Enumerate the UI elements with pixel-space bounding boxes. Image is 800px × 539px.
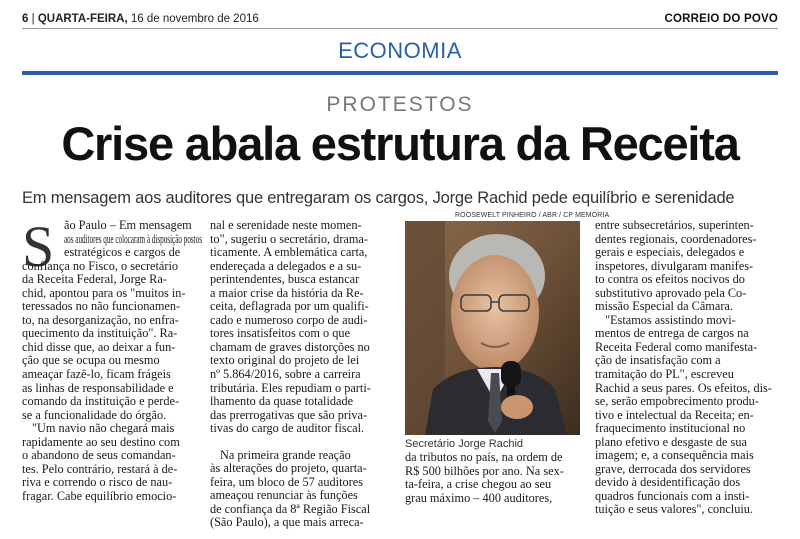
text-line: nal e serenidade neste momen-: [210, 218, 362, 232]
text-line: chid disse que, ao deixar a fun-: [22, 339, 176, 354]
text-line: ta-feira, a crise chegou ao seu: [405, 477, 552, 492]
text-line: tes. Pelo contrário, restará à de-: [22, 461, 178, 476]
text-line: texto original do projeto de lei: [210, 353, 360, 368]
text-line: to", sugeriu o secretário, drama-: [210, 231, 368, 246]
kicker: PROTESTOS: [326, 93, 474, 116]
text-line: ceita, deflagrada por um qualifi-: [210, 299, 369, 314]
text-line: chamam de graves distorções no: [210, 339, 370, 354]
text-line: riva e correndo o risco de nau-: [22, 475, 173, 490]
text-line: Receita Federal como manifesta-: [595, 339, 758, 354]
section-rule: [22, 71, 778, 75]
text-line: chid, apontou para os "muitos in-: [22, 285, 186, 300]
text-line: perintendentes, busca estancar: [210, 272, 360, 287]
text-line: plano efetivo e desgaste de sua: [595, 434, 747, 449]
deck-subtitle: Em mensagem aos auditores que entregaram os cargos, Jorge Rachid pede equilíbrio e serenidade: [22, 189, 735, 207]
portrait-photo: [405, 221, 580, 435]
article-column-4: [595, 219, 778, 517]
text-line: se, serão empobrecimento produ-: [595, 394, 759, 409]
text-line: as linhas de responsabilidade e: [22, 380, 174, 395]
article-column-1: [22, 214, 202, 503]
text-line: da tributos no país, na ordem de: [405, 450, 563, 464]
text-line: fraquecimento institucional no: [595, 421, 746, 436]
text-line: tivas do cargo de auditor fiscal.: [210, 421, 365, 436]
newspaper-name: CORREIO DO POVO: [664, 13, 778, 25]
text-line: cado e numeroso corpo de audi-: [210, 312, 368, 327]
text-line: imagem; e, a consequência mais: [595, 448, 754, 463]
text-line: a maior crise da história da Re-: [210, 285, 364, 300]
text-line: tributária. Eles repudiam o parti-: [210, 380, 371, 395]
text-line: das prerrogativas que são priva-: [210, 407, 368, 422]
text-line: se a funcionalidade do órgão.: [22, 407, 167, 422]
photo-credit: ROOSEWELT PINHEIRO / ABR / CP MEMÓRIA: [455, 212, 610, 219]
text-line: ticamente. A emblemática carta,: [210, 245, 368, 260]
text-line: R$ 500 bilhões por ano. Na sex-: [405, 463, 564, 478]
text-line: teressados no não funcionamen-: [22, 299, 181, 314]
text-line: tramitação do PL", escreveu: [595, 367, 734, 382]
text-line: (São Paulo), a que mais arreca-: [210, 515, 364, 530]
text-line: comando da instituição e perde-: [22, 394, 180, 409]
portrait-image: [405, 221, 580, 435]
text-line: inspetores, divulgaram manifes-: [595, 258, 754, 273]
text-line: endereçada a delegados e a su-: [210, 258, 362, 273]
header-rule: [22, 28, 778, 29]
text-line: tuição e seus valores", concluiu.: [595, 502, 753, 517]
text-line: lhamento da quase totalidade: [210, 394, 354, 409]
text-line: "Um navio não chegará mais: [32, 421, 175, 436]
text-line: "Estamos assistindo movi-: [605, 312, 736, 327]
text-line: fragar. Cabe equilíbrio emocio-: [22, 488, 177, 503]
text-line: dentes regionais, coordenadores-: [595, 231, 757, 246]
text-line: missão Especial da Câmara.: [595, 299, 733, 314]
text-line: estratégicos e cargos de: [64, 245, 181, 260]
header-dateline: [22, 13, 259, 25]
text-line: o abandono de seus comandan-: [22, 448, 176, 463]
text-line: aos auditores que colocaram à disposição postos: [64, 231, 202, 246]
text-line: to contra os efeitos nocivos do: [595, 272, 745, 287]
text-line: Rachid a seus pares. Os efeitos, dis-: [595, 380, 772, 395]
drop-cap: S: [22, 214, 55, 279]
header-date: 16 de novembro de 2016: [130, 13, 259, 25]
text-line: mentos de entrega de cargos na: [595, 326, 749, 341]
text-line: ameaçou renunciar às funções: [210, 488, 358, 503]
text-line: ção que se ocupa ou mesmo: [22, 353, 160, 368]
text-line: rapidamente ao seu destino com: [22, 434, 180, 449]
header-separator: |: [31, 13, 35, 25]
text-line: quadros funcionais com a insti-: [595, 488, 750, 503]
text-line: ão Paulo – Em mensagem: [64, 218, 192, 232]
text-line: confiança no Fisco, o secretário: [22, 258, 179, 273]
text-line: devido à desidentificação dos: [595, 475, 741, 490]
headline: Crise abala estrutura da Receita: [61, 117, 739, 170]
header-weekday: QUARTA-FEIRA,: [37, 13, 128, 25]
page-header: [22, 7, 778, 33]
text-line: tores insatisfeitos com o que: [210, 326, 351, 341]
article-column-2: [210, 219, 392, 530]
text-line: de confiança da 8ª Região Fiscal: [210, 501, 371, 516]
photo-caption: Secretário Jorge Rachid: [405, 438, 524, 450]
text-line: nº 5.864/2016, sobre a carreira: [210, 367, 361, 382]
text-line: ameaçar fazê-lo, ficam frágeis: [22, 367, 171, 382]
text-line: feira, um bloco de 57 auditores: [210, 474, 363, 489]
text-line: às alterações do projeto, quarta-: [210, 461, 367, 476]
text-line: Na primeira grande reação: [220, 447, 351, 462]
text-line: ção de insatisfação com a: [595, 353, 721, 368]
text-line: quecimento da instituição". Ra-: [22, 326, 178, 341]
text-line: substitutivo aprovado pela Co-: [595, 285, 747, 300]
text-line: grave, derrocada dos servidores: [595, 461, 751, 476]
text-line: to, na desorganização, no enfra-: [22, 312, 179, 327]
text-line: entre subsecretários, superinten-: [595, 218, 754, 232]
text-line: da Receita Federal, Jorge Ra-: [22, 272, 167, 287]
text-line: tivo e intelectual da Receita; en-: [595, 407, 754, 422]
text-line: grau máximo – 400 auditores,: [405, 490, 553, 505]
page-number: 6: [22, 13, 29, 25]
text-line: gerais e especiais, delegados e: [595, 245, 745, 260]
section-title: ECONOMIA: [338, 38, 462, 63]
